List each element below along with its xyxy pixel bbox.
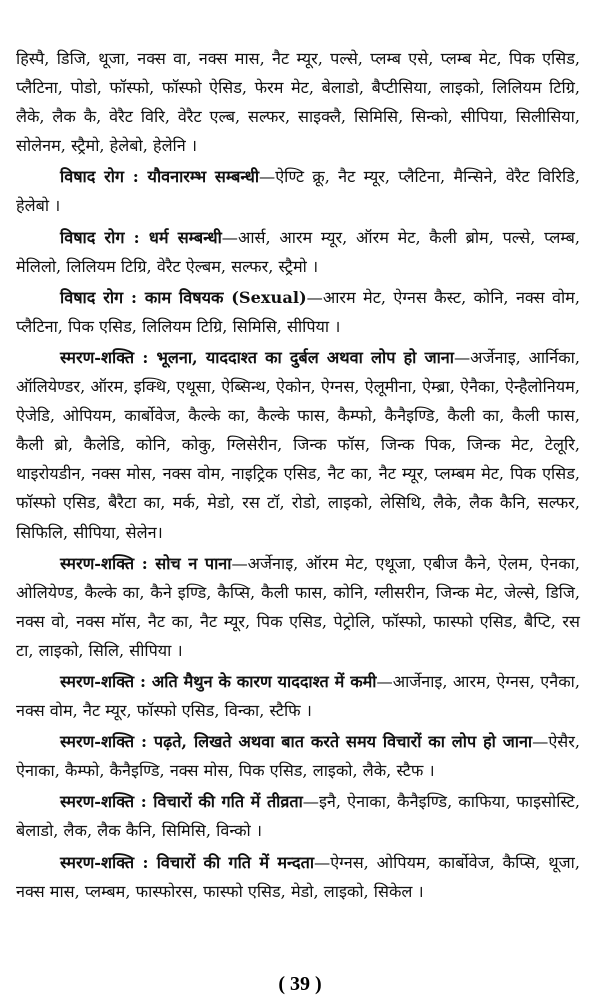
paragraph-heading: स्मरण-शक्ति : भूलना, याददाश्त का दुर्बल अथवा लोप हो जाना xyxy=(60,347,454,367)
paragraph-body: —आर्जेनाइ, आरम, ऐग्नस, एनैका, नक्स वोम, नैट म्यूर, फॉस्फो एसिड, विन्का, स्टैफि । xyxy=(16,671,580,721)
paragraph-memory-lapse xyxy=(16,727,580,785)
paragraph-thoughts-slow xyxy=(16,848,580,906)
paragraph-memory-weak xyxy=(16,343,580,547)
paragraph-heading: स्मरण-शक्ति : विचारों की गति में मन्दता xyxy=(60,852,315,872)
paragraph-body: हिस्पै, डिजि, थूजा, नक्स वा, नक्स मास, नैट म्यूर, पल्से, प्लम्ब एसे, प्लम्ब मेट, पिक एसिड, प्लैटिना, पोडो, फॉस्फो, फॉस्फो ऐसिड, फेरम मेट, बेलाडो, बैप्टीसिया, लाइको, लिलियम टिग्रि, लैके, लैक कै, वेरैट विरि, वेरैट एल्ब, सल्फर, साइक्लै, सिमिसि, सिन्को, सीपिया, सिलीसिया, सोलेनम, स्ट्रैमो, हेलेबो, हेलेनि । xyxy=(16,49,580,156)
paragraph-body: —ऐसैर, ऐनाका, कैम्फो, कैनैइण्डि, नक्स मोस, पिक एसिड, लाइको, लैके, स्टैफ । xyxy=(16,732,580,781)
paragraph-body: —अर्जेनाइ, आर्निका, ऑलियेण्डर, ऑरम, इक्थि, एथूसा, ऐब्सिन्थ, ऐकोन, ऐग्नस, ऐलूमीना, ऐम्ब्रा, ऐनैका, ऐन्हैलोनियम, ऐजेडि, ओपियम, कार्बोवेज, कैल्के का, कैल्के फास, कैम्फो, कैनैइण्डि, कैली का, कैली फास, कैली ब्रो, कैलेडि, कोनि, कोकु, ग्लिसेरीन, जिन्क फॉस, जिन्क पिक, जिन्क मेट, टेलूरि, थाइरोयडीन, नक्स मोस, नक्स वोम, नाइट्रिक एसिड, नैट का, नैट म्यूर, प्लम्बम मेट, पिक एसिड, फॉस्फो एसिड, बैरैटा का, मर्क, मेडो, रस टॉ, रोडो, लाइको, लेसिथि, लैके, लैक कैनि, सल्फर, सिफिलि, सीपिया, सेलेन। xyxy=(16,347,580,542)
paragraph-heading: स्मरण-शक्ति : विचारों की गति में तीव्रता xyxy=(60,792,303,812)
paragraph-body: —इनै, ऐनाका, कैनैइण्डि, काफिया, फाइसोस्टि, बेलाडो, लैक, लैक कैनि, सिमिसि, विन्को । xyxy=(16,792,580,841)
remedy-list-continued xyxy=(16,44,580,160)
paragraph-memory-cannot-think xyxy=(16,549,580,665)
paragraph-heading: विषाद रोग : यौवनारम्भ सम्बन्धी xyxy=(60,167,260,187)
paragraph-heading: स्मरण-शक्ति : अति मैथुन के कारण याददाश्त में कमी xyxy=(60,671,377,691)
paragraph-melancholia-sexual xyxy=(16,283,580,341)
paragraph-heading: विषाद रोग : धर्म सम्बन्धी xyxy=(60,227,222,247)
paragraph-heading: विषाद रोग : काम विषयक (Sexual) xyxy=(60,287,307,307)
page-number: ( 39 ) xyxy=(278,973,322,995)
paragraph-heading: स्मरण-शक्ति : सोच न पाना xyxy=(60,553,232,573)
paragraph-body: —आरम मेट, ऐग्नस कैस्ट, कोनि, नक्स वोम, प्लैटिना, पिक एसिड, लिलियम टिग्रि, सिमिसि, सीपिया । xyxy=(16,287,580,336)
paragraph-melancholia-religious xyxy=(16,223,580,281)
paragraph-memory-excess xyxy=(16,667,580,725)
paragraph-body: —ऐग्नस, ओपियम, कार्बोवेज, कैप्सि, थूजा, नक्स मास, प्लम्बम, फास्फोरस, फास्फो एसिड, मेडो, लाइको, सिकेल । xyxy=(16,852,580,901)
paragraph-heading: स्मरण-शक्ति : पढ़ते, लिखते अथवा बात करते समय विचारों का लोप हो जाना xyxy=(60,732,533,752)
paragraph-body: —अर्जेनाइ, ऑरम मेट, एथूजा, एबीज कैने, ऐलम, ऐनका, ओलियेण्ड, कैल्के का, कैने इण्डि, कैप्सि, कैली फास, कोनि, ग्लीसरीन, जिन्क मेट, जेल्से, डिजि, नक्स वो, नक्स मॉस, नैट का, नैट म्यूर, पिक एसिड, पेट्रोलि, फॉस्फो, फास्फो एसिड, बैप्टि, रस टा, लाइको, सिलि, सीपिया । xyxy=(16,553,580,660)
paragraph-thoughts-rapid xyxy=(16,787,580,845)
paragraph-melancholia-puberty xyxy=(16,162,580,220)
paragraph-body: —ऐण्टि क्रू, नैट म्यूर, प्लैटिना, मैन्सिने, वेरैट विरिडि, हेलेबो । xyxy=(16,167,580,216)
paragraph-body: —आर्स, आरम म्यूर, ऑरम मेट, कैली ब्रोम, पल्से, प्लम्ब, मेलिलो, लिलियम टिग्रि, वेरैट ऐल्बम, सल्फर, स्ट्रैमो । xyxy=(16,227,580,276)
